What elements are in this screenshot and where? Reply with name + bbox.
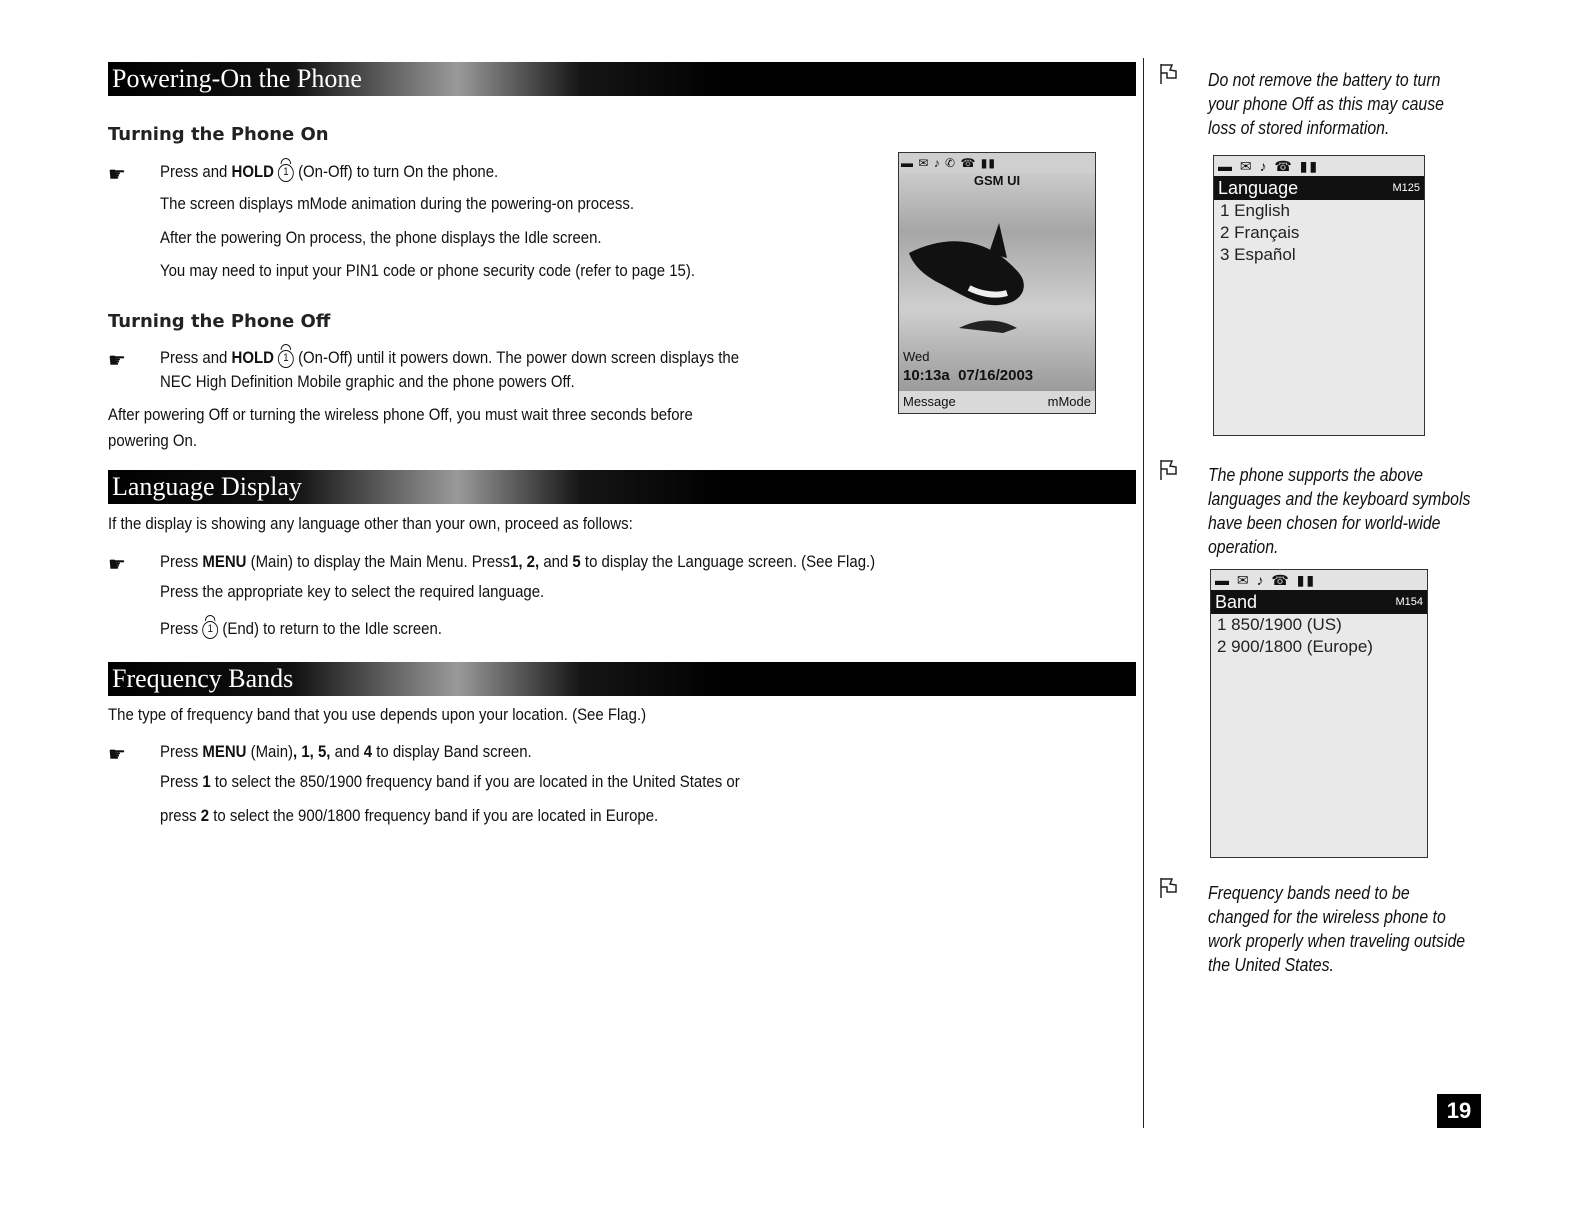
turning-off-heading: Turning the Phone Off <box>108 311 331 332</box>
after-line-2: powering On. <box>108 431 197 450</box>
language-screen-title: Language M125 <box>1214 176 1424 200</box>
on-line-3: After the powering On process, the phone displays the Idle screen. <box>160 228 602 247</box>
band-item: 2 900/1800 (Europe) <box>1217 637 1373 656</box>
idle-screen-image <box>898 152 1096 414</box>
flag-icon <box>1158 62 1180 86</box>
flag-icon <box>1158 876 1180 900</box>
language-item: 1 English <box>1220 201 1290 220</box>
section-banner-language: Language Display <box>108 470 1136 504</box>
pointing-hand-icon: ☛ <box>108 164 126 186</box>
language-status-bar: ▬ ✉ ♪ ☎ ▮▮ <box>1214 156 1424 176</box>
band-screen-title: Band M154 <box>1211 590 1427 614</box>
note-frequency: Frequency bands need to be changed for the wireless phone to work properly when traveling outside the United States. <box>1208 883 1466 975</box>
frequency-intro: The type of frequency band that you use depends upon your location. (See Flag.) <box>108 705 647 724</box>
frequency-line-3: press 2 to select the 900/1800 frequency band if you are located in Europe. <box>160 806 659 825</box>
language-step: ☛ Press MENU (Main) to display the Main Menu. Press1, 2, and 5 to display the Language screen. (See Flag.) <box>108 552 876 576</box>
on-line-4: You may need to input your PIN1 code or phone security code (refer to page 15). <box>160 261 696 280</box>
power-key-icon: 1 <box>278 164 294 182</box>
language-item: 2 Français <box>1220 223 1300 242</box>
turn-on-step: ☛ Press and HOLD 1 (On-Off) to turn On the phone. <box>108 162 499 186</box>
idle-status-bar: ▬ ✉ ♪ ✆ ☎ ▮▮ <box>899 153 1095 173</box>
column-divider <box>1143 58 1144 1128</box>
language-item: 3 Español <box>1220 245 1296 264</box>
flag-icon <box>1158 458 1180 482</box>
orca-graphic <box>899 193 1095 343</box>
end-key-icon: 1 <box>202 621 218 639</box>
note-battery: Do not remove the battery to turn your phone Off as this may cause loss of stored information. <box>1208 70 1444 138</box>
language-screen-image <box>1213 155 1425 436</box>
turning-on-heading: Turning the Phone On <box>108 124 329 145</box>
softkey-left: Message <box>903 394 956 409</box>
frequency-step: ☛ Press MENU (Main), 1, 5, and 4 to display Band screen. <box>108 742 532 766</box>
off-line-2: NEC High Definition Mobile graphic and the phone powers Off. <box>160 372 575 391</box>
section-banner-powering-on: Powering-On the Phone <box>108 62 1136 96</box>
band-item: 1 850/1900 (US) <box>1217 615 1342 634</box>
turn-off-step: ☛ Press and HOLD 1 (On-Off) until it powers down. The power down screen displays the <box>108 348 740 372</box>
language-line-3: Press 1 (End) to return to the Idle screen. <box>160 619 442 638</box>
on-line-2: The screen displays mMode animation during the powering-on process. <box>160 194 634 213</box>
idle-time-date: 10:13a 07/16/2003 <box>903 367 1034 384</box>
note-languages: The phone supports the above languages and the keyboard symbols have been chosen for world-wide operation. <box>1208 465 1471 557</box>
power-key-icon: 1 <box>278 350 294 368</box>
frequency-line-2: Press 1 to select the 850/1900 frequency band if you are located in the United States or <box>160 772 740 791</box>
language-line-2: Press the appropriate key to select the required language. <box>160 582 545 601</box>
pointing-hand-icon: ☛ <box>108 744 126 766</box>
language-intro: If the display is showing any language other than your own, proceed as follows: <box>108 514 633 533</box>
section-banner-frequency: Frequency Bands <box>108 662 1136 696</box>
after-line-1: After powering Off or turning the wireless phone Off, you must wait three seconds before <box>108 405 693 424</box>
band-screen-image <box>1210 569 1428 858</box>
pointing-hand-icon: ☛ <box>108 554 126 576</box>
idle-carrier: GSM UI <box>973 173 1021 188</box>
page-number: 19 <box>1437 1094 1481 1128</box>
pointing-hand-icon: ☛ <box>108 350 126 372</box>
band-status-bar: ▬ ✉ ♪ ☎ ▮▮ <box>1211 570 1427 590</box>
idle-softkeys <box>899 391 1095 413</box>
idle-day: Wed <box>903 349 930 364</box>
softkey-right: mMode <box>1047 394 1091 409</box>
